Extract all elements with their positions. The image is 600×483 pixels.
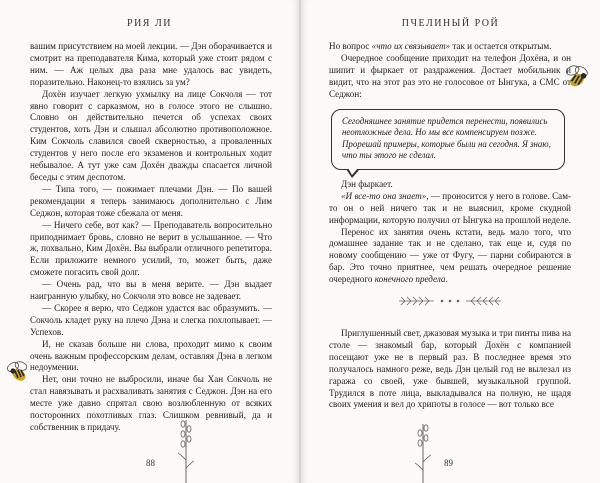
sms-message-bubble (331, 109, 565, 170)
left-page-number: 88 (146, 458, 155, 468)
sms-message-text: Сегодняшнее занятие придется перенести, появились неотложные дела. Но мы все компенсируем позже. Прорешай примеры, которые были на сегодня. Я знаю, что ты этого не сделал. (342, 115, 551, 161)
paragraph: — Ничего себе, вот как? — Преподаватель вопросительно приподнимает бровь, словно не верит в услышанное. — Что ж, похвально, Ким Дохён. Вы выбрали отличного репетитора. Если приложите немного усилий, то, может быть, даже сможете погасить свой долг. (30, 219, 272, 278)
paragraph: вашим присутствием на моей лекции. — Дэн оборачивается и смотрит на преподавателя Кима, который уже стоит рядом с ним. — Аж целых два раза мне удалось вас увидеть, поразительно. Наконец-то взялись за ум? (30, 41, 272, 87)
paragraph: Но вопрос «что их связывает» так и остается открытым. (329, 41, 552, 51)
paragraph: — Очень рад, что вы в меня верите. — Дэн выдает наигранную улыбку, но Сокчоля это вовсе не задевает. (30, 279, 272, 302)
paragraph: — Скорее я верю, что Седжон удастся вас образумить. — Сокчоль кладет руку на плечо Дэна и слегка похлопывает. — Успехов. (30, 302, 272, 337)
paragraph: Приглушенный свет, джазовая музыка и три пинты пива на столе — знакомый бар, который Дохён с компанией посещают уже не в первый раз. В последнее время это получалось намного реже, ведь Дэн целый год не вылезал из гаража со своей, уже бывшей, музыкальной группой. Трудился в поте лица, выкладывался на полную, не щадя своих умения и вел до хрипоты в голосе — вот только все (329, 327, 571, 410)
paragraph: И, не сказав больше ни слова, проходит мимо к своим очень важным профессорским делам, оставляя Дэна в легком недоумении. (30, 338, 272, 373)
left-page-text (30, 41, 272, 434)
right-page-text (329, 41, 571, 411)
paragraph: Очередное сообщение приходит на телефон Дохёна, и он шипит и фыркает от раздражения. Достает мобильник и видит, что на этот раз это не голосовое от Ынгука, а СМС от Седжон: (329, 52, 571, 99)
left-running-head: РИЯ ЛИ (127, 18, 172, 29)
right-running-head: ПЧЕЛИНЫЙ РОЙ (401, 18, 500, 29)
paragraph: — Типа того, — пожимает плечами Дэн. — По вашей рекомендации я теперь занимаюсь дополнительно с Лим Седжон, которая тоже сбежала от меня. (30, 183, 272, 218)
paragraph: Нет, они точно не выбросили, иначе бы Хан Сокчоль не стал навязывать и расхваливать занятия с Седжон. Дэн на его месте уже давно спрятал свою возлюбленную от всяких посторонних похотливых глаз. Слишком ревнивый, да и собственник в придачу. (30, 374, 272, 432)
bee-icon (6, 360, 32, 386)
right-page-number: 89 (444, 458, 453, 468)
left-page (0, 0, 299, 483)
paragraph: Дэн фыркает. (341, 178, 393, 189)
lavender-sprig-icon (413, 422, 433, 483)
right-page (301, 0, 600, 483)
paragraph: Дохён изучает легкую ухмылку на лице Сокчоля — тот явно говорит с сарказмом, но в голосе этого не слышно. Словно он действительно печется об успехах своих студентов, хоть Дэн и слышал абсолютно противоположное. Ким Сокчоль славился своей скверностью, а проваленных студентов у него после его экзаменов и контрольных ходит небывалое. А тут уже сам Дохён дважды спасается личной беседы с этим деспотом. (30, 88, 272, 182)
laurel-ornament-icon (329, 288, 571, 314)
paragraph: «И все-то она знает», — проносится у него в голове. Сам-то он о ней ничего так и не выяснил, кроме скудной информации, которую получил от Ынгука на прошлой неделе. (329, 190, 571, 225)
paragraph: Перенос их занятия очень кстати, ведь мало того, что домашнее задание так и не сделано, так еще и, судя по новому сообщению — уже от Фугу, — парни собираются в бар. Это точно приятнее, чем решать очередное решение очередного конечного предела. (329, 226, 571, 285)
lavender-sprig-icon (176, 418, 196, 483)
